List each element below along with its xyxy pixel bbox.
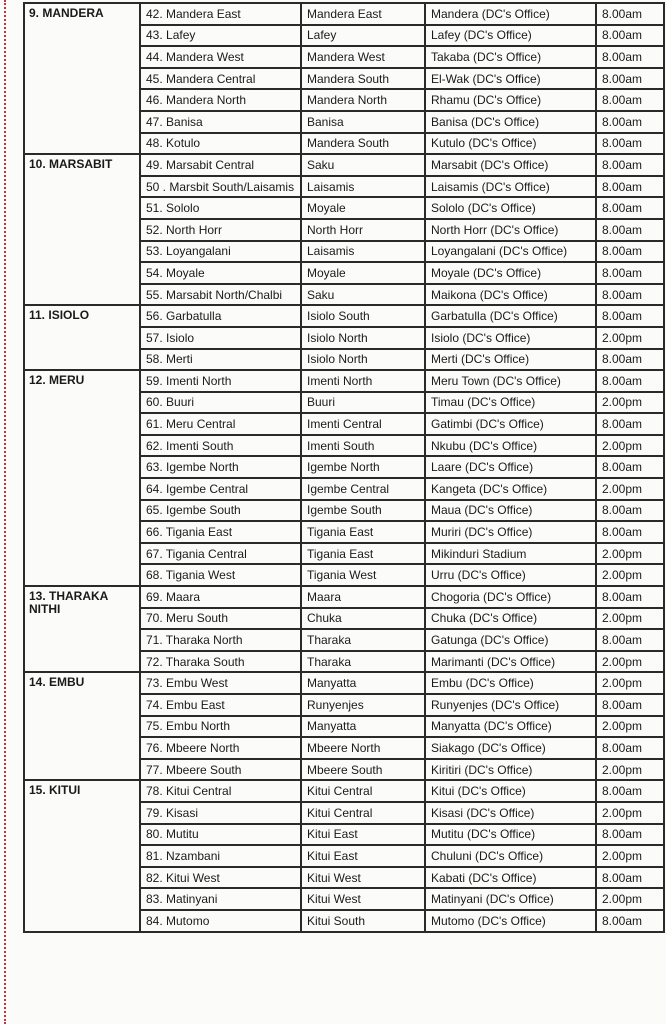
venue-cell: Takaba (DC's Office) — [425, 46, 596, 68]
district-cell: Tigania East — [301, 521, 425, 543]
constituency-cell: 45. Mandera Central — [140, 68, 301, 90]
time-cell: 8.00am — [596, 111, 664, 133]
constituency-cell: 70. Meru South — [140, 608, 301, 630]
time-cell: 8.00am — [596, 284, 664, 306]
district-cell: Mandera West — [301, 46, 425, 68]
constituency-cell: 47. Banisa — [140, 111, 301, 133]
district-cell: Manyatta — [301, 716, 425, 738]
district-cell: Saku — [301, 284, 425, 306]
constituency-cell: 57. Isiolo — [140, 327, 301, 349]
venue-cell: Chuluni (DC's Office) — [425, 845, 596, 867]
venue-cell: Marsabit (DC's Office) — [425, 154, 596, 176]
constituency-cell: 80. Mutitu — [140, 824, 301, 846]
time-cell: 2.00pm — [596, 759, 664, 781]
time-cell: 8.00am — [596, 824, 664, 846]
constituency-cell: 56. Garbatulla — [140, 305, 301, 327]
county-cell: 9. MANDERA — [24, 3, 140, 154]
district-cell: Tigania West — [301, 564, 425, 586]
time-cell: 2.00pm — [596, 672, 664, 694]
district-cell: Buuri — [301, 392, 425, 414]
time-cell: 8.00am — [596, 780, 664, 802]
time-cell: 8.00am — [596, 176, 664, 198]
constituency-cell: 61. Meru Central — [140, 413, 301, 435]
constituency-cell: 58. Merti — [140, 349, 301, 371]
constituency-cell: 77. Mbeere South — [140, 759, 301, 781]
district-cell: Mbeere North — [301, 737, 425, 759]
time-cell: 2.00pm — [596, 543, 664, 565]
table-row — [24, 154, 664, 176]
constituency-cell: 81. Nzambani — [140, 845, 301, 867]
constituency-cell: 72. Tharaka South — [140, 651, 301, 673]
venue-cell: Maua (DC's Office) — [425, 500, 596, 522]
district-cell: Kitui East — [301, 845, 425, 867]
district-cell: Isiolo North — [301, 349, 425, 371]
time-cell: 2.00pm — [596, 716, 664, 738]
venue-cell: Isiolo (DC's Office) — [425, 327, 596, 349]
time-cell: 8.00am — [596, 349, 664, 371]
venue-cell: Gatimbi (DC's Office) — [425, 413, 596, 435]
venue-cell: Embu (DC's Office) — [425, 672, 596, 694]
time-cell: 2.00pm — [596, 845, 664, 867]
time-cell: 2.00pm — [596, 802, 664, 824]
constituency-cell: 51. Sololo — [140, 197, 301, 219]
venue-cell: Kutulo (DC's Office) — [425, 133, 596, 155]
county-cell: 13. THARAKA NITHI — [24, 586, 140, 672]
district-cell: Mandera North — [301, 89, 425, 111]
constituency-cell: 76. Mbeere North — [140, 737, 301, 759]
constituency-cell: 43. Lafey — [140, 25, 301, 47]
district-cell: Laisamis — [301, 241, 425, 263]
time-cell: 8.00am — [596, 154, 664, 176]
constituency-cell: 69. Maara — [140, 586, 301, 608]
venue-cell: Kitui (DC's Office) — [425, 780, 596, 802]
time-cell: 8.00am — [596, 694, 664, 716]
time-cell: 2.00pm — [596, 651, 664, 673]
venue-cell: Mutomo (DC's Office) — [425, 910, 596, 932]
county-cell: 14. EMBU — [24, 672, 140, 780]
venue-cell: Kisasi (DC's Office) — [425, 802, 596, 824]
constituency-cell: 55. Marsabit North/Chalbi — [140, 284, 301, 306]
venue-cell: Kangeta (DC's Office) — [425, 478, 596, 500]
time-cell: 8.00am — [596, 262, 664, 284]
constituency-cell: 62. Imenti South — [140, 435, 301, 457]
time-cell: 2.00pm — [596, 435, 664, 457]
venue-cell: Kiritiri (DC's Office) — [425, 759, 596, 781]
time-cell: 2.00pm — [596, 888, 664, 910]
time-cell: 2.00pm — [596, 608, 664, 630]
county-cell: 10. MARSABIT — [24, 154, 140, 305]
constituency-cell: 83. Matinyani — [140, 888, 301, 910]
district-cell: Imenti Central — [301, 413, 425, 435]
time-cell: 8.00am — [596, 586, 664, 608]
constituency-cell: 52. North Horr — [140, 219, 301, 241]
district-cell: Maara — [301, 586, 425, 608]
district-cell: Saku — [301, 154, 425, 176]
table-row — [24, 370, 664, 392]
venue-cell: Marimanti (DC's Office) — [425, 651, 596, 673]
district-cell: Moyale — [301, 262, 425, 284]
time-cell: 8.00am — [596, 867, 664, 889]
district-cell: Kitui West — [301, 888, 425, 910]
venue-cell: Laisamis (DC's Office) — [425, 176, 596, 198]
time-cell: 8.00am — [596, 133, 664, 155]
time-cell: 8.00am — [596, 629, 664, 651]
county-cell: 11. ISIOLO — [24, 305, 140, 370]
district-cell: Igembe North — [301, 456, 425, 478]
constituency-cell: 60. Buuri — [140, 392, 301, 414]
constituency-cell: 73. Embu West — [140, 672, 301, 694]
schedule-table — [23, 2, 665, 933]
district-cell: Moyale — [301, 197, 425, 219]
district-cell: Mandera East — [301, 3, 425, 25]
time-cell: 8.00am — [596, 197, 664, 219]
constituency-cell: 67. Tigania Central — [140, 543, 301, 565]
venue-cell: Muriri (DC's Office) — [425, 521, 596, 543]
district-cell: Tharaka — [301, 651, 425, 673]
venue-cell: Mutitu (DC's Office) — [425, 824, 596, 846]
district-cell: Tharaka — [301, 629, 425, 651]
constituency-cell: 79. Kisasi — [140, 802, 301, 824]
time-cell: 8.00am — [596, 219, 664, 241]
venue-cell: Chuka (DC's Office) — [425, 608, 596, 630]
district-cell: Isiolo North — [301, 327, 425, 349]
table-row — [24, 672, 664, 694]
district-cell: Mandera South — [301, 133, 425, 155]
venue-cell: Chogoria (DC's Office) — [425, 586, 596, 608]
district-cell: Mandera South — [301, 68, 425, 90]
constituency-cell: 42. Mandera East — [140, 3, 301, 25]
district-cell: Isiolo South — [301, 305, 425, 327]
district-cell: Banisa — [301, 111, 425, 133]
venue-cell: Matinyani (DC's Office) — [425, 888, 596, 910]
venue-cell: Garbatulla (DC's Office) — [425, 305, 596, 327]
venue-cell: Mikinduri Stadium — [425, 543, 596, 565]
venue-cell: North Horr (DC's Office) — [425, 219, 596, 241]
constituency-cell: 74. Embu East — [140, 694, 301, 716]
venue-cell: Timau (DC's Office) — [425, 392, 596, 414]
constituency-cell: 46. Mandera North — [140, 89, 301, 111]
time-cell: 8.00am — [596, 89, 664, 111]
venue-cell: El-Wak (DC's Office) — [425, 68, 596, 90]
constituency-cell: 50 . Marsbit South/Laisamis — [140, 176, 301, 198]
time-cell: 2.00pm — [596, 478, 664, 500]
venue-cell: Kabati (DC's Office) — [425, 867, 596, 889]
constituency-cell: 48. Kotulo — [140, 133, 301, 155]
venue-cell: Laare (DC's Office) — [425, 456, 596, 478]
table-row — [24, 3, 664, 25]
constituency-cell: 59. Imenti North — [140, 370, 301, 392]
venue-cell: Moyale (DC's Office) — [425, 262, 596, 284]
time-cell: 8.00am — [596, 46, 664, 68]
dotted-margin-border — [4, 0, 6, 1024]
table-row — [24, 780, 664, 802]
venue-cell: Manyatta (DC's Office) — [425, 716, 596, 738]
time-cell: 8.00am — [596, 370, 664, 392]
district-cell: Imenti South — [301, 435, 425, 457]
venue-cell: Maikona (DC's Office) — [425, 284, 596, 306]
district-cell: North Horr — [301, 219, 425, 241]
venue-cell: Urru (DC's Office) — [425, 564, 596, 586]
time-cell: 8.00am — [596, 500, 664, 522]
district-cell: Laisamis — [301, 176, 425, 198]
district-cell: Tigania East — [301, 543, 425, 565]
venue-cell: Siakago (DC's Office) — [425, 737, 596, 759]
district-cell: Kitui East — [301, 824, 425, 846]
time-cell: 8.00am — [596, 68, 664, 90]
district-cell: Kitui Central — [301, 780, 425, 802]
constituency-cell: 44. Mandera West — [140, 46, 301, 68]
constituency-cell: 78. Kitui Central — [140, 780, 301, 802]
time-cell: 8.00am — [596, 241, 664, 263]
county-cell: 15. KITUI — [24, 780, 140, 931]
constituency-cell: 84. Mutomo — [140, 910, 301, 932]
time-cell: 8.00am — [596, 910, 664, 932]
venue-cell: Sololo (DC's Office) — [425, 197, 596, 219]
district-cell: Imenti North — [301, 370, 425, 392]
district-cell: Runyenjes — [301, 694, 425, 716]
time-cell: 8.00am — [596, 456, 664, 478]
time-cell: 8.00am — [596, 521, 664, 543]
time-cell: 8.00am — [596, 737, 664, 759]
constituency-cell: 65. Igembe South — [140, 500, 301, 522]
time-cell: 2.00pm — [596, 327, 664, 349]
venue-cell: Mandera (DC's Office) — [425, 3, 596, 25]
district-cell: Lafey — [301, 25, 425, 47]
district-cell: Kitui Central — [301, 802, 425, 824]
constituency-cell: 64. Igembe Central — [140, 478, 301, 500]
venue-cell: Merti (DC's Office) — [425, 349, 596, 371]
district-cell: Mbeere South — [301, 759, 425, 781]
county-cell: 12. MERU — [24, 370, 140, 586]
table-row — [24, 586, 664, 608]
time-cell: 8.00am — [596, 3, 664, 25]
constituency-cell: 75. Embu North — [140, 716, 301, 738]
venue-cell: Nkubu (DC's Office) — [425, 435, 596, 457]
time-cell: 8.00am — [596, 305, 664, 327]
venue-cell: Runyenjes (DC's Office) — [425, 694, 596, 716]
constituency-cell: 82. Kitui West — [140, 867, 301, 889]
constituency-cell: 71. Tharaka North — [140, 629, 301, 651]
district-cell: Manyatta — [301, 672, 425, 694]
schedule-body — [24, 3, 664, 932]
venue-cell: Loyangalani (DC's Office) — [425, 241, 596, 263]
constituency-cell: 63. Igembe North — [140, 456, 301, 478]
time-cell: 8.00am — [596, 413, 664, 435]
district-cell: Igembe Central — [301, 478, 425, 500]
constituency-cell: 53. Loyangalani — [140, 241, 301, 263]
table-row — [24, 305, 664, 327]
district-cell: Kitui West — [301, 867, 425, 889]
venue-cell: Rhamu (DC's Office) — [425, 89, 596, 111]
time-cell: 8.00am — [596, 25, 664, 47]
district-cell: Igembe South — [301, 500, 425, 522]
time-cell: 2.00pm — [596, 392, 664, 414]
constituency-cell: 49. Marsabit Central — [140, 154, 301, 176]
constituency-cell: 68. Tigania West — [140, 564, 301, 586]
district-cell: Kitui South — [301, 910, 425, 932]
time-cell: 2.00pm — [596, 564, 664, 586]
venue-cell: Banisa (DC's Office) — [425, 111, 596, 133]
venue-cell: Lafey (DC's Office) — [425, 25, 596, 47]
district-cell: Chuka — [301, 608, 425, 630]
venue-cell: Meru Town (DC's Office) — [425, 370, 596, 392]
venue-cell: Gatunga (DC's Office) — [425, 629, 596, 651]
constituency-cell: 66. Tigania East — [140, 521, 301, 543]
constituency-cell: 54. Moyale — [140, 262, 301, 284]
